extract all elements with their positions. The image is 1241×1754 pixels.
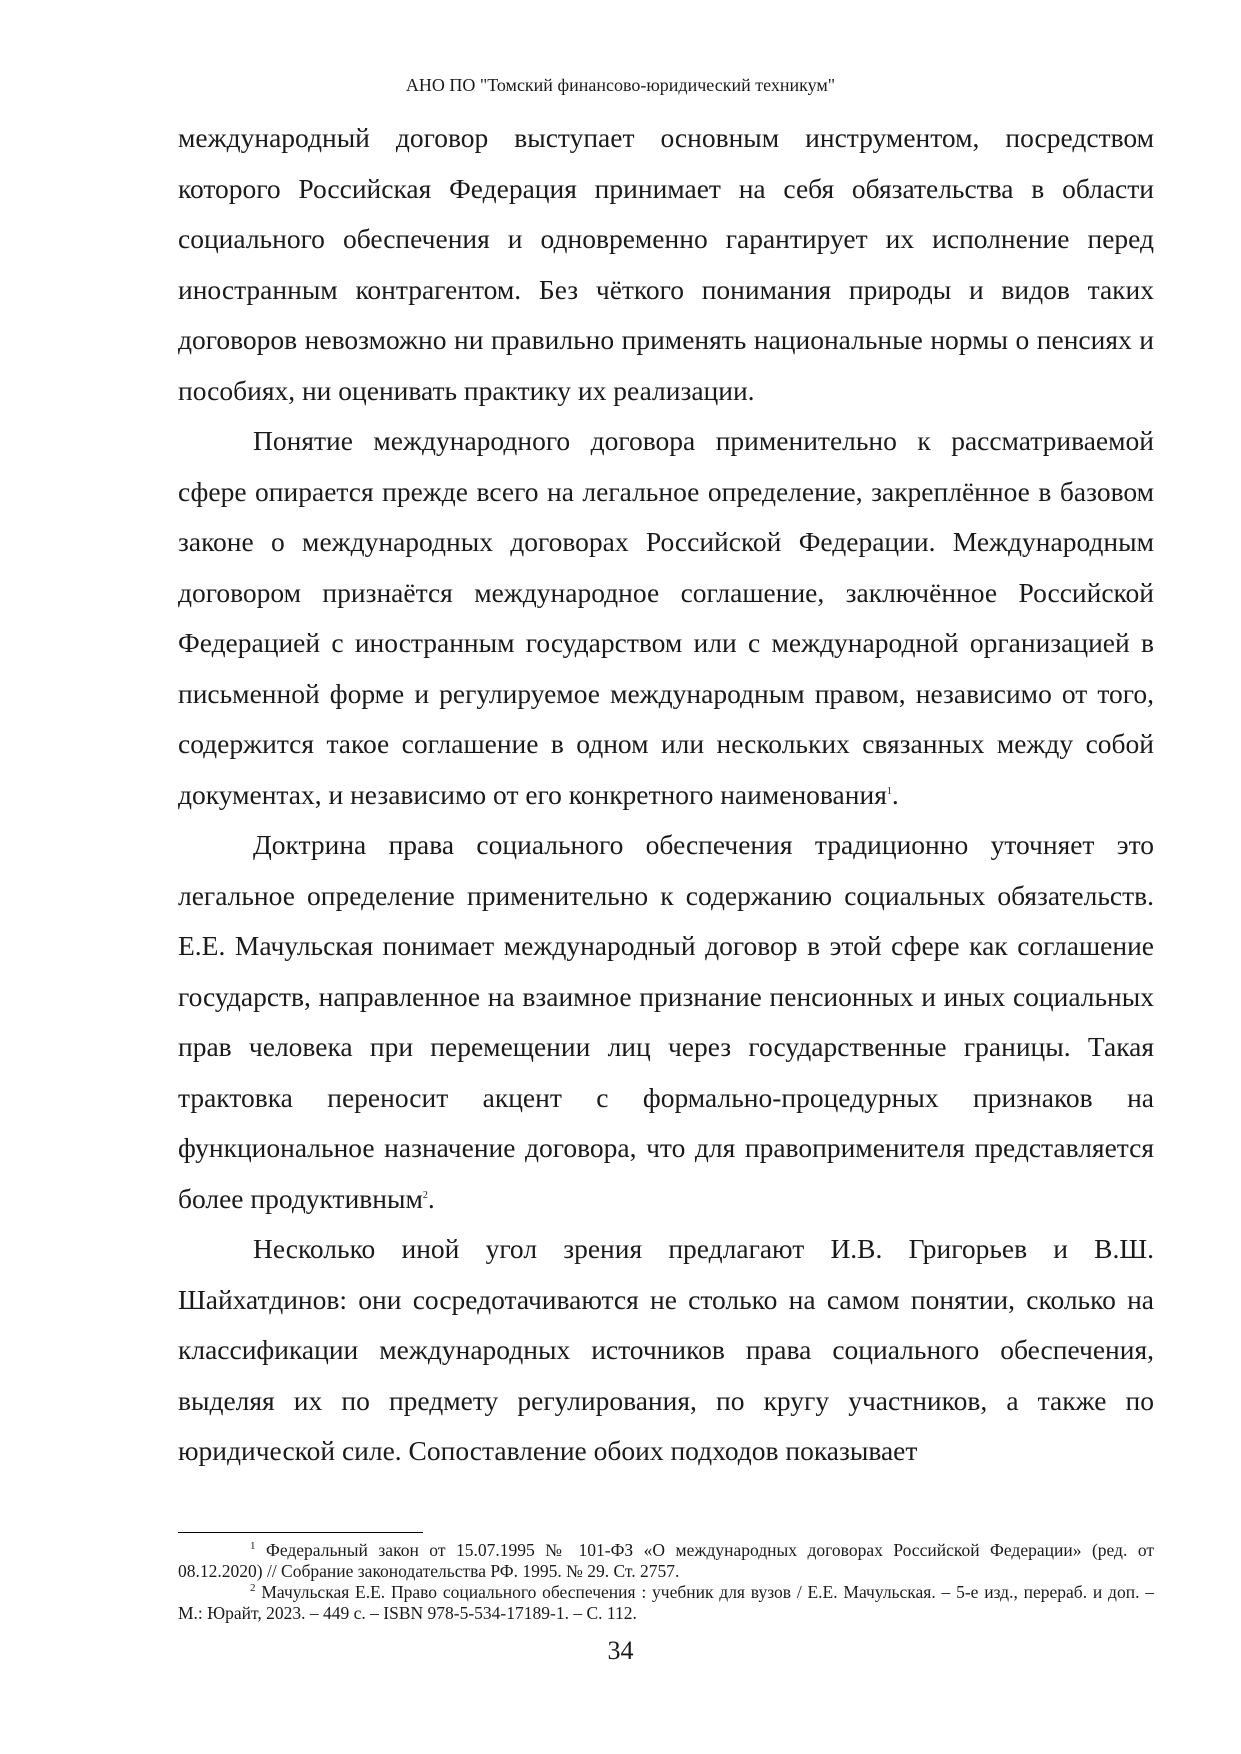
paragraph-text: Понятие международного договора применительно к рассматриваемой сфере опирается прежде всего на легальное определение, закреплённое в базовом законе о международных договорах Российской Федерации. Международным договором признаётся международное соглашение, заключённое Российской Федерацией с иностранным государством или с международной организацией в письменной форме и регулируемое международным правом, независимо от того, содержится такое соглашение в одном или нескольких связанных между собой документах, и независимо от его конкретного наименования (178, 425, 1154, 810)
footnote-separator (178, 1532, 423, 1533)
paragraph-end: . (427, 1182, 435, 1214)
footnote-number: 1 (250, 1540, 256, 1553)
page-header: АНО ПО "Томский финансово-юридический техникум" (405, 75, 836, 95)
body-text (178, 113, 1154, 1477)
footnote (178, 1540, 1154, 1582)
footnote-text: Федеральный закон от 15.07.1995 № 101-ФЗ «О международных договорах Российской Федерации» (ред. от 08.12.2020) // Собрание законодательства РФ. 1995. № 29. Ст. 2757. (178, 1540, 1154, 1581)
paragraph (178, 820, 1154, 1224)
paragraph (178, 1224, 1154, 1477)
paragraph (178, 416, 1154, 820)
footnote-number: 2 (250, 1582, 256, 1595)
page-number: 34 (607, 1636, 634, 1665)
footnote-text: Мачульская Е.Е. Право социального обеспечения : учебник для вузов / Е.Е. Мачульская. – 5-е изд., перераб. и доп. – М.: Юрайт, 2023. – 449 с. – ISBN 978-5-534-17189-1. – С. 112. (178, 1582, 1154, 1623)
paragraph-text: Доктрина права социального обеспечения традиционно уточняет это легальное определение применительно к содержанию социальных обязательств. Е.Е. Мачульская понимает международный договор в этой сфере как соглашение государств, направленное на взаимное признание пенсионных и иных социальных прав человека при перемещении лиц через государственные границы. Такая трактовка переносит акцент с формально-процедурных признаков на функциональное назначение договора, что для правоприменителя представляется более продуктивным (178, 829, 1154, 1214)
footnotes (178, 1540, 1154, 1624)
footnote-ref[interactable]: 1 (886, 785, 892, 797)
footnote (178, 1582, 1154, 1624)
footnote-ref[interactable]: 2 (422, 1189, 428, 1201)
paragraph-text: международный договор выступает основным инструментом, посредством которого Российская Федерация принимает на себя обязательства в области социального обеспечения и одновременно гарантирует их исполнение перед иностранным контрагентом. Без чёткого понимания природы и видов таких договоров невозможно ни правильно применять национальные нормы о пенсиях и пособиях, ни оценивать практику их реализации. (178, 122, 1154, 406)
paragraph (178, 113, 1154, 416)
paragraph-end: . (891, 778, 899, 810)
paragraph-text: Несколько иной угол зрения предлагают И.В. Григорьев и В.Ш. Шайхатдинов: они сосредотачиваются не столько на самом понятии, сколько на классификации международных источников права социального обеспечения, выделяя их по предмету регулирования, по кругу участников, а также по юридической силе. Сопоставление обоих подходов показывает (178, 1233, 1154, 1466)
